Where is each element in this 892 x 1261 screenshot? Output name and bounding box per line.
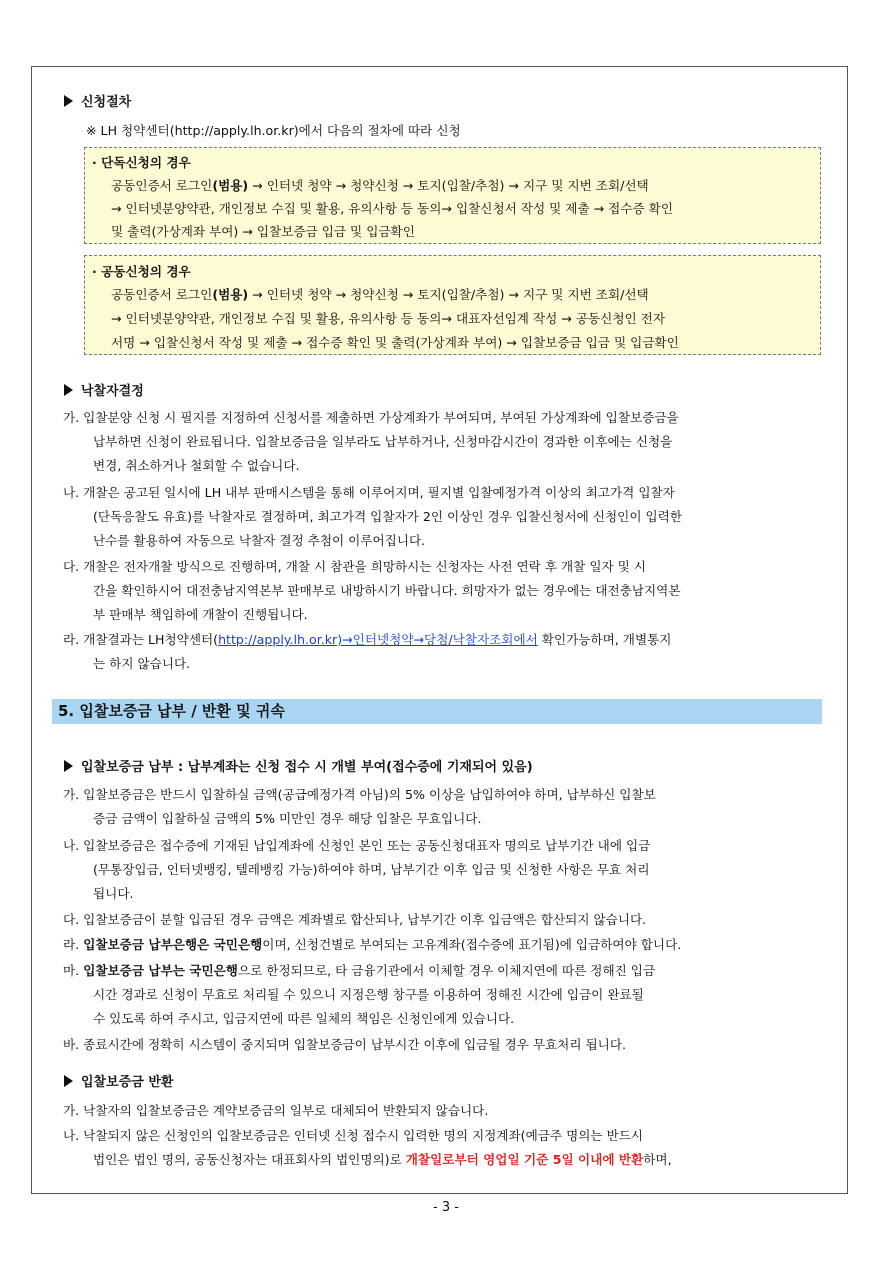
single-application-box	[84, 147, 821, 244]
single-line-2: → 인터넷분양약관, 개인정보 수집 및 활용, 유의사항 등 동의→ 입찰신청서 작성 및 제출 → 접수증 확인	[111, 201, 674, 216]
joint-line-1: 공동인증서 로그인(범용) → 인터넷 청약 → 청약신청 → 토지(입찰/추첨) → 지구 및 지번 조회/선택	[111, 287, 649, 302]
refund-deadline-highlight: 개찰일로부터 영업일 기준 5일 이내에 반환	[405, 1152, 644, 1167]
triangle-bullet-icon	[64, 95, 73, 107]
procedure-note: ※ LH 청약센터(http://apply.lh.or.kr)에서 다음의 절차에 따라 신청	[86, 123, 461, 138]
page-number: - 3 -	[433, 1200, 459, 1215]
triangle-bullet-icon	[64, 760, 73, 772]
payment-heading: 입찰보증금 납부 : 납부계좌는 신청 접수 시 개별 부여(접수증에 기재되어 있음)	[64, 756, 533, 775]
procedure-heading: 신청절차	[64, 91, 131, 110]
lh-apply-link[interactable]: http://apply.lh.or.kr)→인터넷청약→당첨/낙찰자조회에서	[218, 632, 538, 647]
single-line-1: 공동인증서 로그인(범용) → 인터넷 청약 → 청약신청 → 토지(입찰/추첨) → 지구 및 지번 조회/선택	[111, 178, 649, 193]
triangle-bullet-icon	[64, 384, 73, 396]
joint-line-2: → 인터넷분양약관, 개인정보 수집 및 활용, 유의사항 등 동의→ 대표자선임계 작성 → 공동신청인 전자	[111, 311, 665, 326]
joint-line-3: 서명 → 입찰신청서 작성 및 제출 → 접수증 확인 및 출력(가상계좌 부여) → 입찰보증금 입금 및 입금확인	[111, 335, 679, 350]
single-title: · 단독신청의 경우	[92, 155, 191, 170]
triangle-bullet-icon	[64, 1075, 73, 1087]
joint-application-box	[84, 255, 821, 355]
section-5-title: 5. 입찰보증금 납부 / 반환 및 귀속	[52, 699, 822, 724]
winner-heading: 낙찰자결정	[64, 380, 144, 399]
joint-title: · 공동신청의 경우	[92, 264, 191, 279]
refund-heading: 입찰보증금 반환	[64, 1071, 173, 1090]
single-line-3: 및 출력(가상계좌 부여) → 입찰보증금 입금 및 입금확인	[111, 224, 415, 239]
